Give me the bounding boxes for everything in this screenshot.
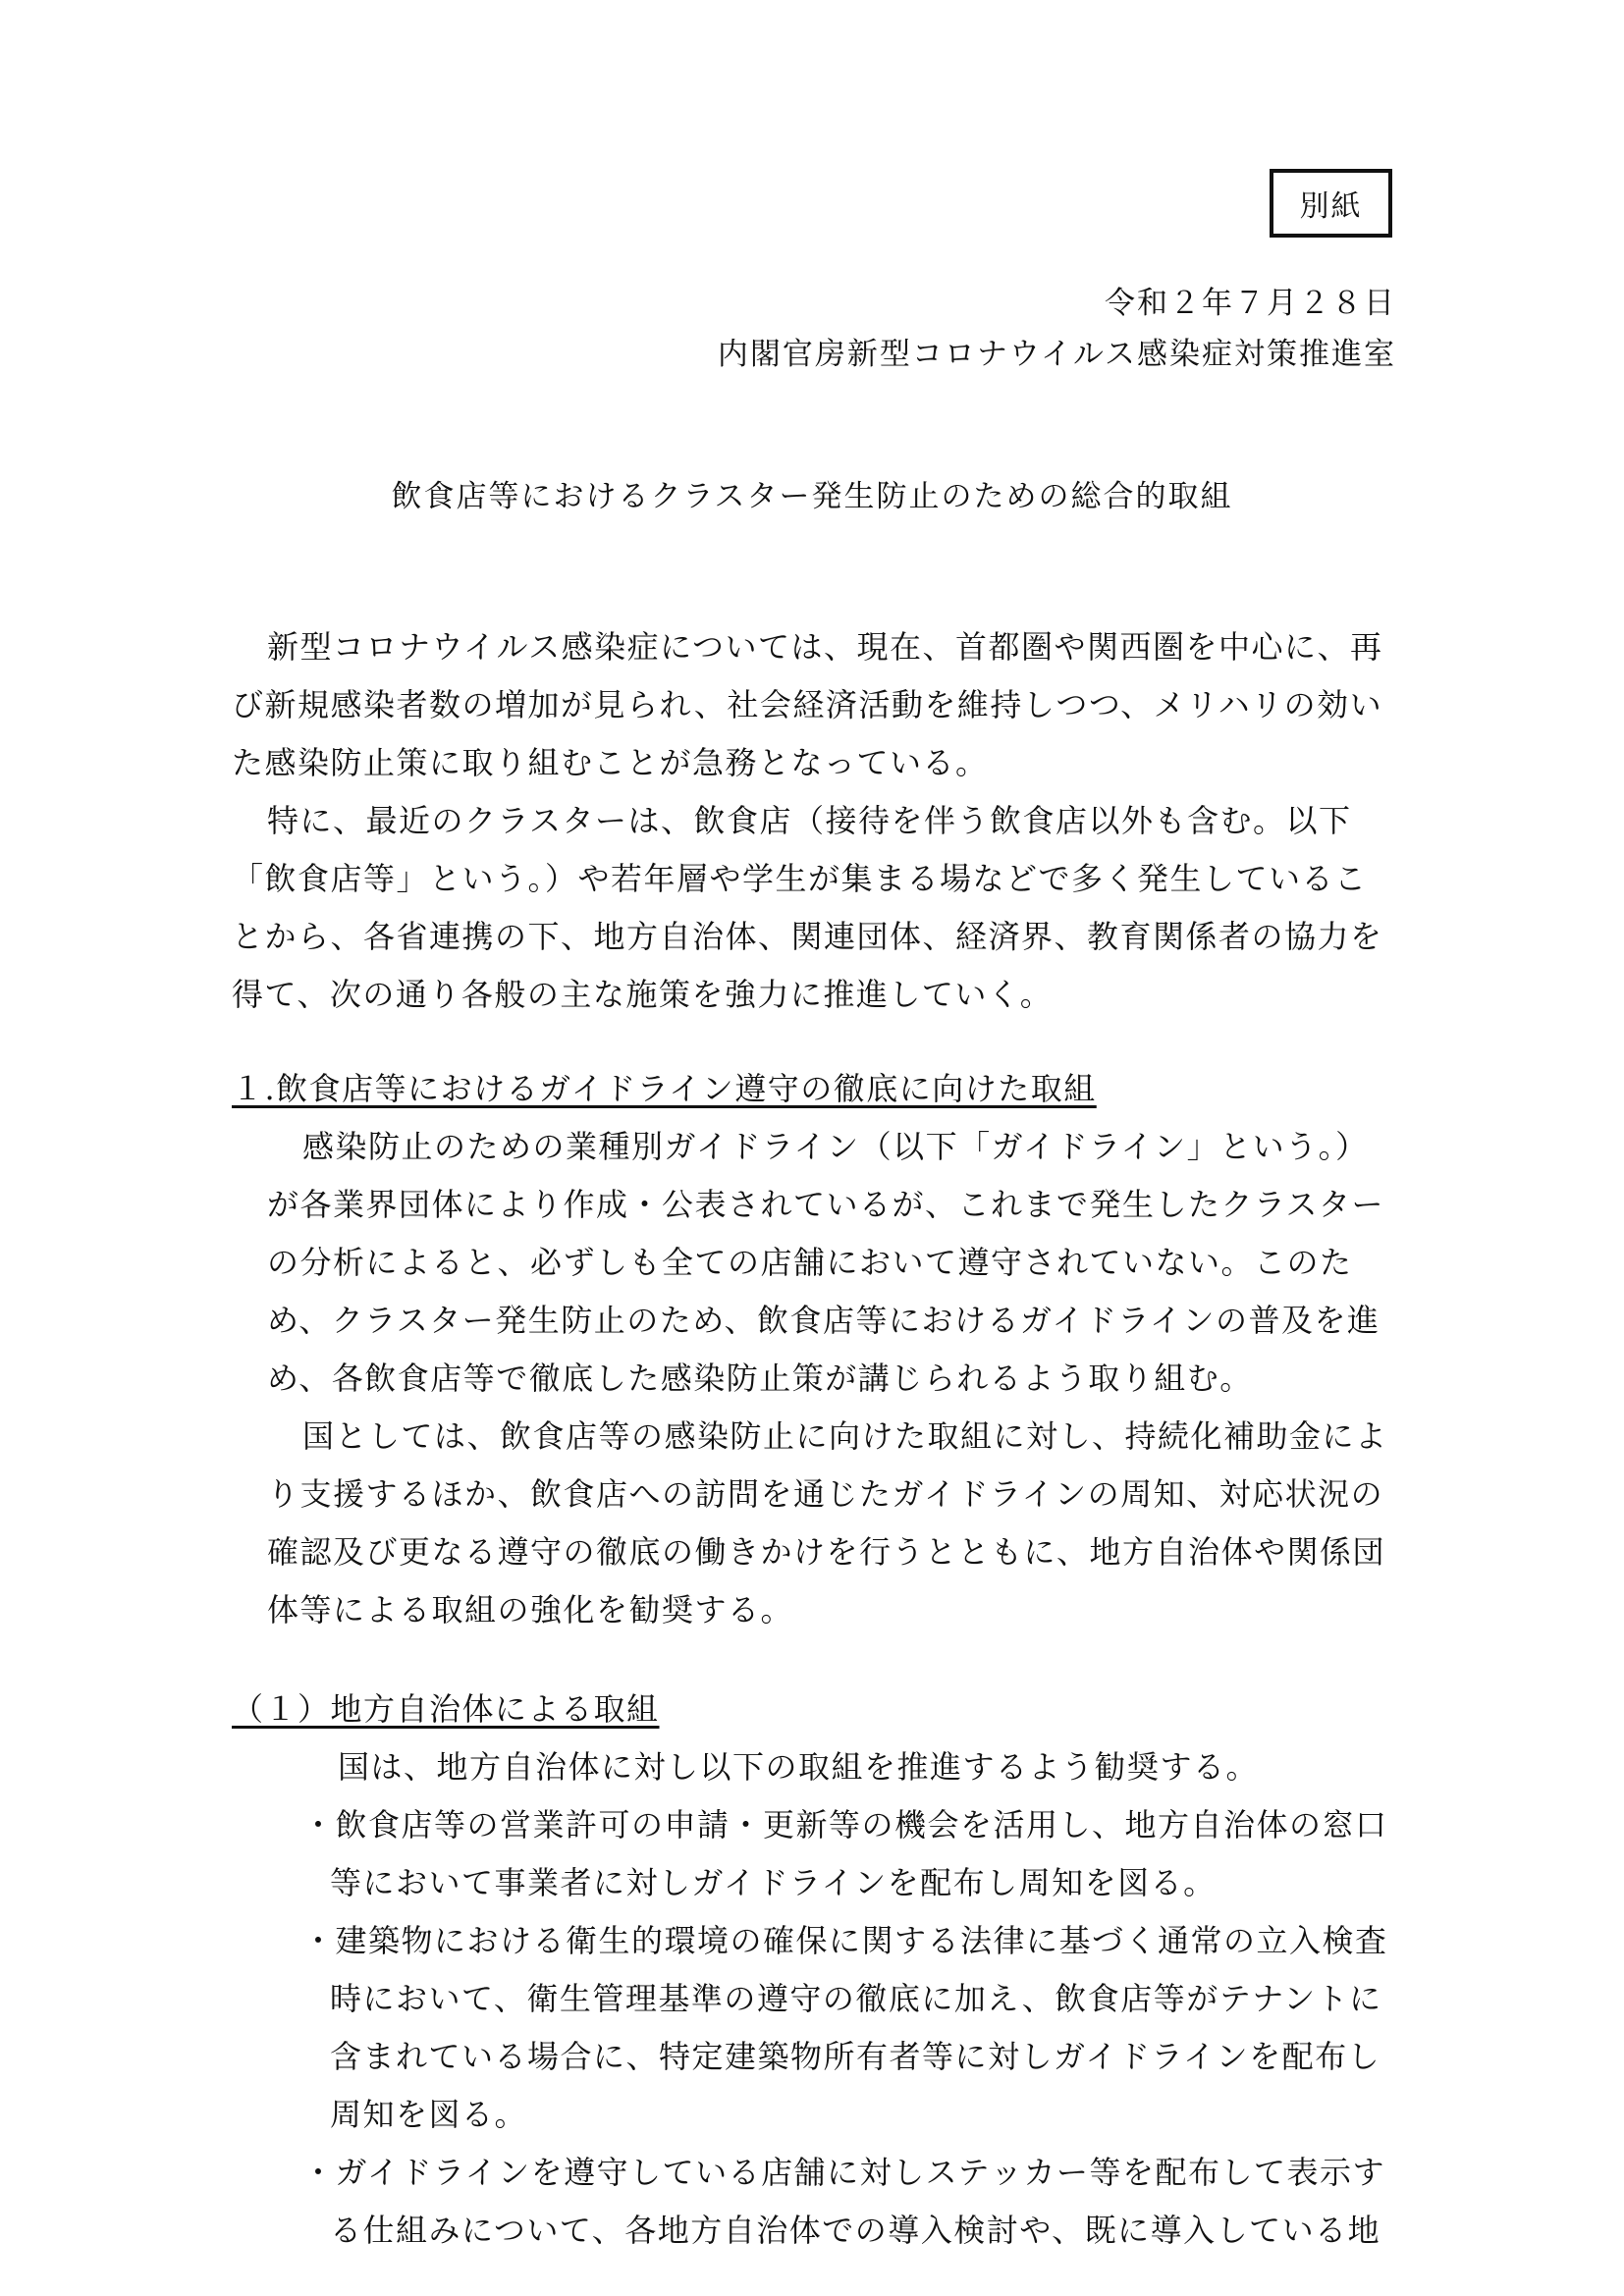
bullet-line: ・飲食店等の営業許可の申請・更新等の機会を活用し、地方自治体の窓口 [302,1806,1388,1843]
bullet-line: 周知を図る。 [330,2096,528,2133]
bullet-line: 等において事業者に対しガイドラインを配布し周知を図る。 [330,1864,1217,1901]
section-1-line: 国としては、飲食店等の感染防止に向けた取組に対し、持続化補助金によ [302,1417,1388,1455]
section-1-line: の分析によると、必ずしも全ての店舗において遵守されていない。このた [267,1244,1353,1281]
attachment-stamp-label: 別紙 [1299,189,1363,224]
intro-line: 得て、次の通り各般の主な施策を強力に推進していく。 [232,976,1054,1013]
section-1-line: め、各飲食店等で徹底した感染防止策が講じられるよう取り組む。 [267,1360,1253,1397]
attachment-stamp [1270,169,1392,238]
section-1-line: 体等による取組の強化を勧奨する。 [267,1591,794,1629]
section-1-line: 感染防止のための業種別ガイドライン（以下「ガイドライン」という。） [302,1128,1369,1165]
bullet-line: 含まれている場合に、特定建築物所有者等に対しガイドラインを配布し [330,2038,1381,2075]
bullet-line: ・ガイドラインを遵守している店舗に対しステッカー等を配布して表示す [302,2154,1385,2191]
issuing-organization: 内閣官房新型コロナウイルス感染症対策推進室 [717,337,1396,372]
section-1-line: が各業界団体により作成・公表されているが、これまで発生したクラスター [267,1186,1385,1223]
intro-line: 特に、最近のクラスターは、飲食店（接待を伴う飲食店以外も含む。以下 [267,802,1352,839]
intro-line: とから、各省連携の下、地方自治体、関連団体、経済界、教育関係者の協力を [232,918,1383,955]
bullet-line: る仕組みについて、各地方自治体での導入検討や、既に導入している地 [330,2212,1381,2249]
intro-line: た感染防止策に取り組むことが急務となっている。 [232,744,989,781]
subsection-1-intro: 国は、地方自治体に対し以下の取組を推進するよう勧奨する。 [338,1748,1260,1786]
document-date: 令和２年７月２８日 [1105,286,1396,321]
section-1-line: り支援するほか、飲食店への訪問を通じたガイドラインの周知、対応状況の [267,1475,1384,1513]
section-1-heading: １.飲食店等におけるガイドライン遵守の徹底に向けた取組 [232,1070,1097,1107]
section-1-line: め、クラスター発生防止のため、飲食店等におけるガイドラインの普及を進 [267,1302,1380,1339]
intro-line: び新規感染者数の増加が見られ、社会経済活動を維持しつつ、メリハリの効い [232,686,1383,723]
bullet-line: 時において、衛生管理基準の遵守の徹底に加え、飲食店等がテナントに [330,1980,1382,2017]
subsection-1-heading: （１）地方自治体による取組 [232,1690,660,1728]
document-title: 飲食店等におけるクラスター発生防止のための総合的取組 [391,479,1233,514]
section-1-line: 確認及び更なる遵守の徹底の働きかけを行うとともに、地方自治体や関係団 [267,1533,1386,1571]
bullet-line: ・建築物における衛生的環境の確保に関する法律に基づく通常の立入検査 [302,1922,1388,1959]
intro-line: 新型コロナウイルス感染症については、現在、首都圏や関西圏を中心に、再 [267,628,1383,666]
intro-line: 「飲食店等」という。）や若年層や学生が集まる場などで多く発生しているこ [232,860,1368,897]
